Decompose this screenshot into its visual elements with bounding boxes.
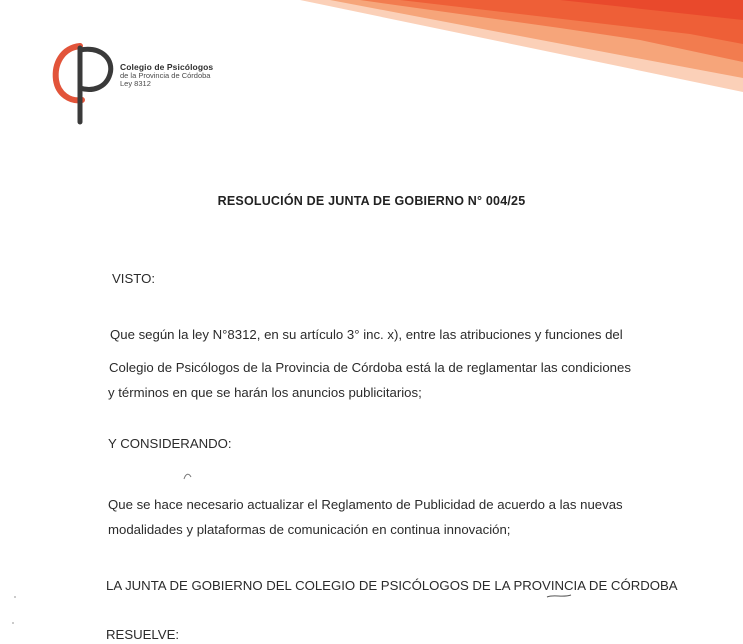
- pen-mark-icon: [183, 471, 193, 481]
- visto-heading: VISTO:: [112, 271, 155, 286]
- junta-line: LA JUNTA DE GOBIERNO DEL COLEGIO DE PSICÓLOGOS DE LA PROVINCIA DE CÓRDOBA: [106, 578, 678, 593]
- visto-line-3: y términos en que se harán los anuncios publicitarios;: [108, 385, 422, 400]
- logo-province: de la Provincia de Córdoba: [120, 70, 211, 80]
- visto-line-2: Colegio de Psicólogos de la Provincia de Córdoba está la de reglamentar las condiciones: [109, 360, 631, 375]
- considerando-line-1: Que se hace necesario actualizar el Reglamento de Publicidad de acuerdo a las nuevas: [108, 497, 623, 512]
- pen-underline-icon: [546, 593, 572, 599]
- scan-speck: [14, 596, 16, 598]
- colegio-logo-icon: [50, 40, 118, 126]
- considerando-line-2: modalidades y plataformas de comunicación en continua innovación;: [108, 522, 511, 537]
- considerando-heading: Y CONSIDERANDO:: [108, 436, 232, 451]
- logo-institution-name: Colegio de Psicólogos: [120, 62, 214, 72]
- resuelve-heading: RESUELVE:: [106, 627, 180, 642]
- visto-line-1: Que según la ley N°8312, en su artículo 3° inc. x), entre las atribuciones y funciones del: [110, 327, 623, 342]
- logo-law: Ley 8312: [120, 78, 151, 88]
- scan-speck: [12, 622, 14, 624]
- logo-text: [120, 63, 213, 88]
- resolution-title: RESOLUCIÓN DE JUNTA DE GOBIERNO N° 004/25: [217, 194, 526, 208]
